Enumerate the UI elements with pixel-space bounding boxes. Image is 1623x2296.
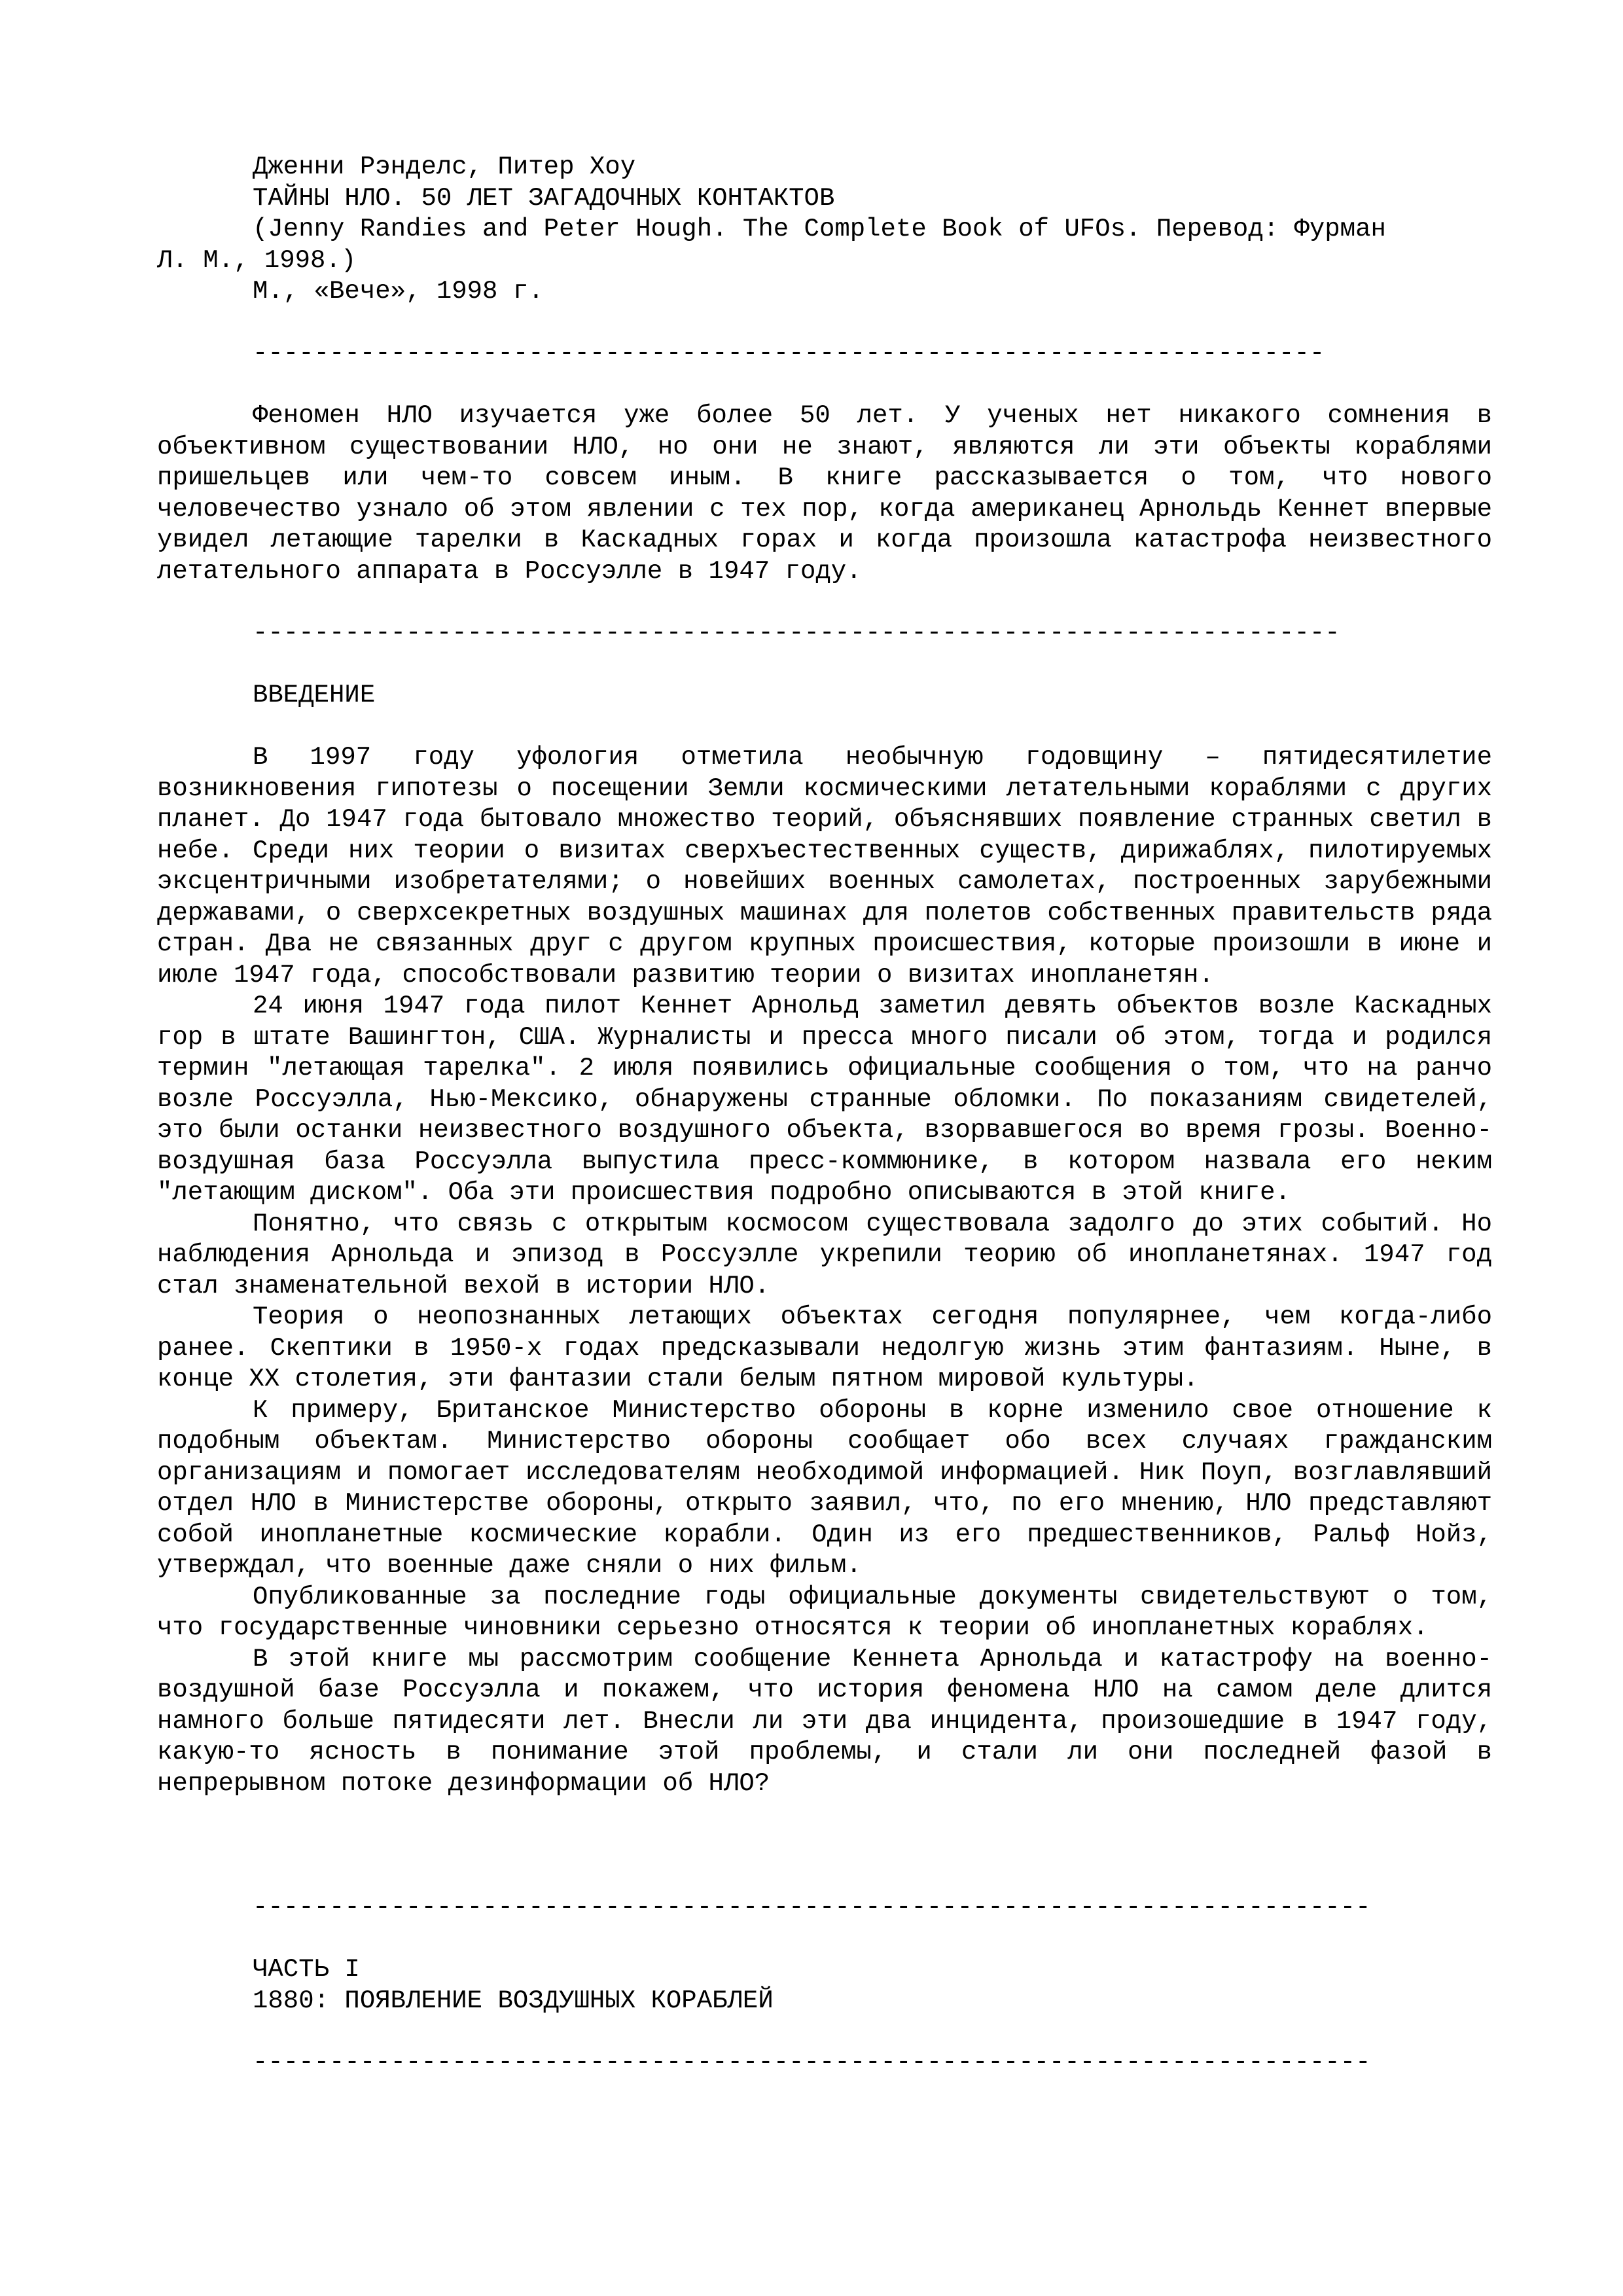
part-title: 1880: ПОЯВЛЕНИЕ ВОЗДУШНЫХ КОРАБЛЕЙ xyxy=(253,1986,774,2015)
book-header xyxy=(157,152,1492,308)
paragraph: В 1997 году уфология отметила необычную годовщину – пятидесятилетие возникновения гипотезы о посещении Земли космическими летательными кораблями с других планет. До 1947 года бытовало множество теорий, объяснявших появление странных светил в небе. Среди них теории о визитах сверхъестественных существ, дирижаблях, пилотируемых эксцентричными изобретателями; о новейших военных самолетах, построенных зарубежными державами, о сверхсекретных воздушных машинах для полетов собственных правительств ряда стран. Два не связанных друг с другом крупных происшествия, которые произошли в июне и июле 1947 года, способствовали развитию теории о визитах инопланетян. xyxy=(157,743,1492,990)
original-edition-line-1: (Jenny Randies and Peter Hough. The Complete Book of UFOs. Перевод: Фурман xyxy=(253,215,1386,243)
paragraph: К примеру, Британское Министерство обороны в корне изменило свое отношение к подобным объектам. Министерство обороны сообщает обо всех случаях гражданским организациям и помогает исследователям необходимой информацией. Ник Поуп, возглавлявший отдел НЛО в Министерстве обороны, открыто заявил, что, по его мнению, НЛО представляют собой инопланетные космические корабли. Один из его предшественников, Ральф Нойз, утверждал, что военные даже сняли о них фильм. xyxy=(157,1395,1492,1580)
intro-heading-wrap xyxy=(157,680,1492,711)
separator-3: ------------------------------------------------------------------------- xyxy=(253,1893,1371,1922)
authors: Дженни Рэнделс, Питер Хоу xyxy=(253,152,636,181)
original-edition-line-2: Л. М., 1998.) xyxy=(157,245,357,275)
separator-2-wrap xyxy=(157,618,1492,649)
separator-3-wrap xyxy=(157,1892,1492,1924)
paragraph: Опубликованные за последние годы официальные документы свидетельствуют о том, что государственные чиновники серьезно относятся к теории об инопланетных кораблях. xyxy=(157,1582,1492,1642)
paragraph: 24 июня 1947 года пилот Кеннет Арнольд заметил девять объектов возле Каскадных гор в штате Вашингтон, США. Журналисты и пресса много писали об этом, тогда и родился термин "летающая тарелка". 2 июля появились официальные сообщения о том, что на ранчо возле Россуэлла, Нью-Мексико, обнаружены странные обломки. По показаниям свидетелей, это были останки неизвестного воздушного объекта, взорвавшегося во время грозы. Военно-воздушная база Россуэлла выпустила пресс-коммюнике, в котором назвала его неким "летающим диском". Оба эти происшествия подробно описываются в этой книге. xyxy=(157,992,1492,1207)
separator-1-wrap xyxy=(157,338,1492,370)
paragraph: Теория о неопознанных летающих объектах сегодня популярнее, чем когда-либо ранее. Скептики в 1950-х годах предсказывали недолгую жизнь этим фантазиям. Ныне, в конце XX столетия, эти фантазии стали белым пятном мировой культуры. xyxy=(157,1302,1492,1393)
intro-heading: ВВЕДЕНИЕ xyxy=(253,681,376,709)
intro-body xyxy=(157,742,1492,1799)
annotation xyxy=(157,401,1492,587)
paragraph: Понятно, что связь с открытым космосом существовала задолго до этих событий. Но наблюдения Арнольда и эпизод в Россуэлле укрепили теорию об инопланетянах. 1947 год стал знаменательной вехой в истории НЛО. xyxy=(157,1209,1492,1300)
separator-2: ----------------------------------------------------------------------- xyxy=(253,619,1340,647)
paragraph: В этой книге мы рассмотрим сообщение Кеннета Арнольда и катастрофу на военно-воздушной базе Россуэлла и покажем, что история феномена НЛО на самом деле длится намного больше пятидесяти лет. Внесли ли эти два инцидента, произошедшие в 1947 году, какую-то ясность в понимание этой проблемы, и стали ли они последней фазой в непрерывном потоке дезинформации об НЛО? xyxy=(157,1644,1492,1798)
separator-1: ---------------------------------------------------------------------- xyxy=(253,339,1325,368)
separator-4-wrap xyxy=(157,2047,1492,2079)
annotation-text: Феномен НЛО изучается уже более 50 лет. У ученых нет никакого сомнения в объективном существовании НЛО, но они не знают, являются ли эти объекты кораблями пришельцев или чем-то совсем иным. В книге рассказывается о том, что нового человечество узнало об этом явлении с тех пор, когда американец Арнольдь Кеннет впервые увидел летающие тарелки в Каскадных горах и когда произошла катастрофа неизвестного летательного аппарата в Россуэлле в 1947 году. xyxy=(157,401,1492,586)
separator-4: ------------------------------------------------------------------------- xyxy=(253,2048,1371,2077)
part-label: ЧАСТЬ I xyxy=(253,1955,360,1984)
book-title: ТАЙНЫ НЛО. 50 ЛЕТ ЗАГАДОЧНЫХ КОНТАКТОВ xyxy=(253,183,835,213)
part-heading xyxy=(157,1954,1492,2017)
publisher: М., «Вече», 1998 г. xyxy=(253,277,544,306)
